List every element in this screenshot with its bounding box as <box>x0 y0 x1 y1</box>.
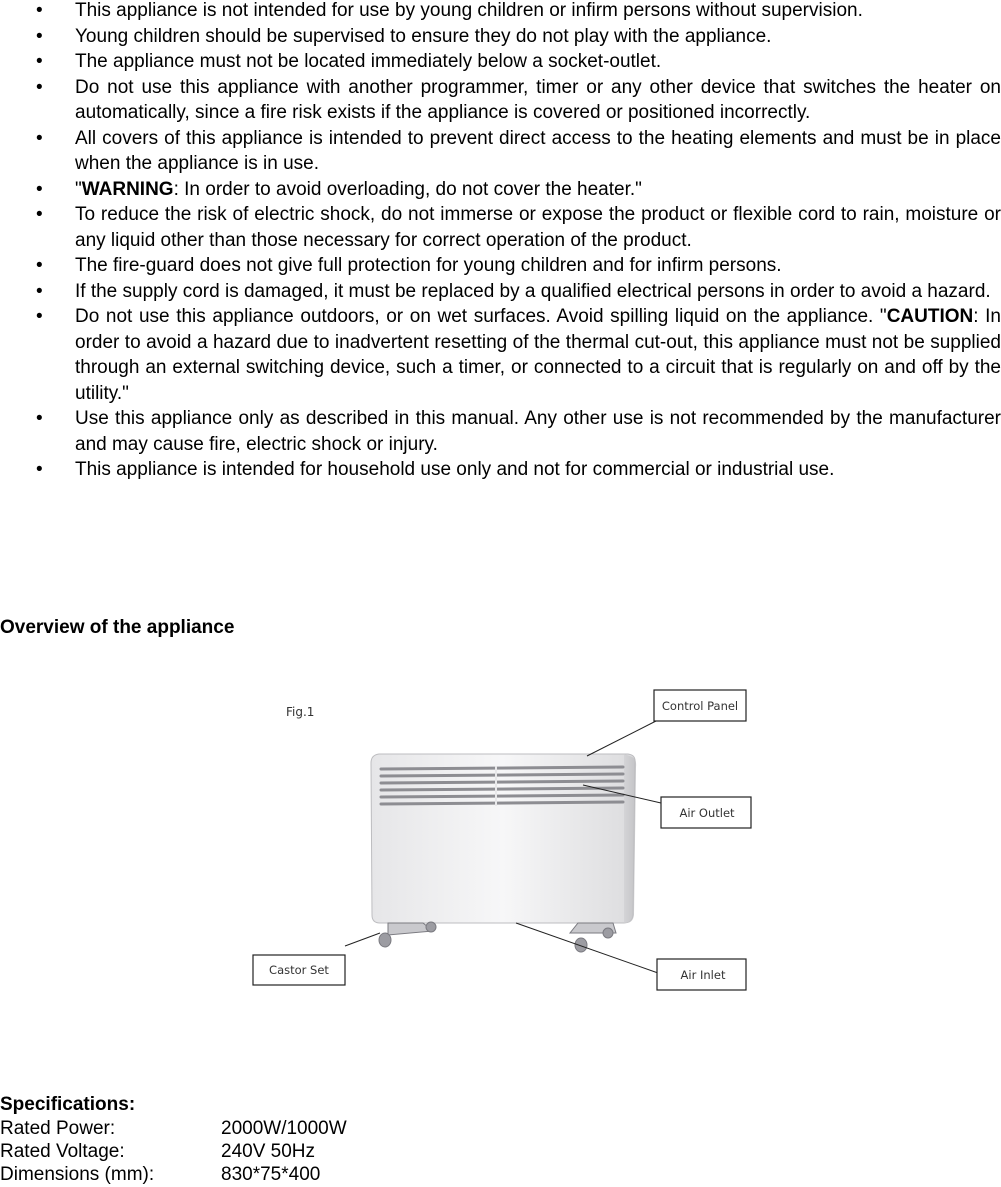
spec-label: Dimensions (mm): <box>0 1164 155 1185</box>
bullet-text: The fire-guard does not give full protection for young children and for infirm persons. <box>75 255 782 276</box>
air-outlet-label: Air Outlet <box>679 806 735 820</box>
bullet-dot: • <box>36 255 43 276</box>
air-inlet-label: Air Inlet <box>680 968 726 982</box>
bullet-dot: • <box>36 25 43 47</box>
bullet-text: The appliance must not be located immediately below a socket-outlet. <box>75 51 662 72</box>
bullet-text: To reduce the risk of electric shock, do not immerse or expose the product or flexible cord to rain, moisture or any liquid other than those necessary for correct operation of the product. <box>75 204 1001 251</box>
bullet-text-pre: Do not use this appliance outdoors, or on wet surfaces. Avoid spilling liquid on the appliance. " <box>75 306 887 327</box>
bullet-text: Do not use this appliance with another programmer, timer or any other device that switches the heater on automatically, since a fire risk exists if the appliance is covered or positioned incorrectly. <box>75 76 1001 123</box>
bullet-text: Use this appliance only as described in this manual. Any other use is not recommended by the manufacturer and may cause fire, electric shock or injury. <box>75 408 1001 455</box>
bullet-item <box>0 406 1001 457</box>
bullet-dot: • <box>36 76 43 98</box>
callout-control-panel <box>654 690 746 721</box>
bullet-dot: • <box>36 204 43 225</box>
bullet-dot: • <box>36 178 43 200</box>
castor-set-label: Castor Set <box>269 963 329 977</box>
heater-figure <box>248 683 755 1001</box>
bullet-dot: • <box>36 280 43 302</box>
fig-label: Fig.1 <box>286 705 315 719</box>
control-panel-label: Control Panel <box>661 699 739 713</box>
callout-castor-set <box>253 955 345 985</box>
bullet-text: Young children should be supervised to ensure they do not play with the appliance. <box>75 25 772 47</box>
overview-heading: Overview of the appliance <box>0 617 235 638</box>
bullet-item <box>0 457 1001 483</box>
bullet-dot: • <box>36 51 43 72</box>
bullet-item <box>0 24 1001 50</box>
spec-value: 2000W/1000W <box>221 1118 347 1139</box>
bullet-text-post: : In order to avoid overloading, do not cover the heater." <box>173 178 642 200</box>
heater-panel <box>371 754 636 923</box>
spec-label: Rated Voltage: <box>0 1141 125 1162</box>
callout-air-outlet <box>661 797 751 828</box>
bullet-item <box>0 0 1001 24</box>
bullet-item <box>0 279 1001 305</box>
bullet-dot: • <box>36 127 43 149</box>
bullet-item-caution <box>0 304 1001 406</box>
bullet-text-post: : In order to avoid a hazard due to inadvertent resetting of the thermal cut-out, this appliance must not be supplied through an external switching device, such a timer, or connected to a circuit that is regularly on and off by the utility." <box>75 306 1001 404</box>
bullet-item-warning <box>0 177 1001 203</box>
bullet-dot: • <box>36 408 43 429</box>
bullet-text: This appliance is intended for household use only and not for commercial or industrial use. <box>75 459 835 480</box>
spec-value: 830*75*400 <box>221 1164 321 1185</box>
bullet-dot: • <box>36 459 43 480</box>
bullet-text: This appliance is not intended for use by young children or infirm persons without supervision. <box>75 0 863 21</box>
bullet-dot: • <box>36 0 43 21</box>
specifications-heading: Specifications: <box>0 1094 136 1115</box>
safety-bullet-list <box>0 0 1001 483</box>
bullet-text: All covers of this appliance is intended to prevent direct access to the heating elements and must be in place when the appliance is in use. <box>75 127 1001 174</box>
bullet-text-pre: " <box>75 178 82 200</box>
bullet-item <box>0 75 1001 126</box>
bullet-item <box>0 49 1001 75</box>
spec-label: Rated Power: <box>0 1118 116 1139</box>
bullet-dot: • <box>36 306 43 327</box>
warning-keyword: WARNING <box>81 178 174 200</box>
spec-value: 240V 50Hz <box>221 1141 316 1162</box>
bullet-item <box>0 253 1001 279</box>
bullet-text: If the supply cord is damaged, it must be replaced by a qualified electrical persons in order to avoid a hazard. <box>75 280 991 302</box>
callout-air-inlet <box>657 959 746 990</box>
bullet-item <box>0 126 1001 177</box>
caution-keyword: CAUTION <box>886 306 974 327</box>
bullet-item <box>0 202 1001 253</box>
